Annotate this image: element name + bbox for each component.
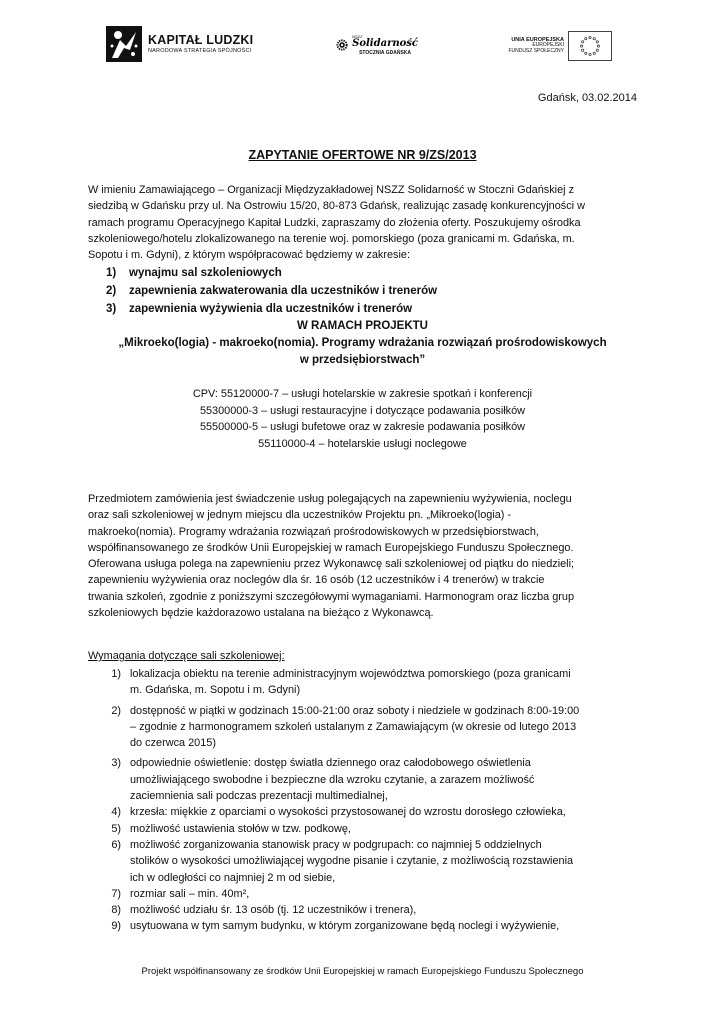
kapital-ludzki-logo [106,24,256,64]
eu-line2: EUROPEJSKI [532,42,564,49]
project-label: W RAMACH PROJEKTU [297,320,428,332]
subject-line: zapewnieniu wyżywienia oraz noclegów dla śr. 16 osób (12 uczestników i 4 trenerów) w trakcie [88,574,545,587]
subject-paragraph [88,491,637,621]
solidarnosc-nszz-label: NSZZ [352,33,363,39]
kapital-ludzki-subtitle: NARODOWA STRATEGIA SPÓJNOŚCI [148,47,252,54]
gear-icon [336,32,348,58]
scope-item: 1) wynajmu sal szkoleniowych [106,267,282,279]
document-date: Gdańsk, 03.02.2014 [537,92,637,104]
scope-item: 2) zapewnienia zakwaterowania dla uczestników i trenerów [106,285,438,297]
kapital-ludzki-title: KAPITAŁ LUDZKI [148,32,254,47]
intro-line: Sopotu i m. Gdyni), z którym współpracować będziemy w zakresie: [88,249,410,262]
cpv-codes [0,386,725,452]
project-name [0,335,725,369]
intro-paragraph [88,182,637,263]
eu-line3: FUNDUSZ SPOŁECZNY [508,48,564,55]
intro-line: siedzibą w Gdańsku przy ul. Na Ostrowiu 15/20, 80-873 Gdańsk, realizując zasadę konkurencyjności w [88,200,585,213]
intro-line: W imieniu Zamawiającego – Organizacji Międzyzakładowej NSZZ Solidarność w Stoczni Gdańskiej z [88,184,575,196]
cpv-line: 55500000-5 – usługi bufetowe oraz w zakresie podawania posiłków [199,421,526,434]
cpv-line: 55300000-3 – usługi restauracyjne i dotyczące podawania posiłków [199,404,526,417]
scope-list [106,264,437,318]
intro-line: szkoleniowego/hotelu zlokalizowanego na terenie woj. pomorskiego (poza granicami m. Gdańska, m. [88,232,575,245]
cpv-line: CPV: 55120000-7 – usługi hotelarskie w zakresie spotkań i konferencji [192,388,533,400]
subject-line: makroeko(nomia). Programy wdrażania rozwiązań prośrodowiskowych w przedsiębiorstwach, [88,525,539,538]
subject-line: współfinansowanego ze środków Unii Europejskiej w ramach Europejskiego Funduszu Społecznego. [88,541,574,554]
requirement-item: 3) odpowiednie oświetlenie: dostęp światła dziennego oraz całodobowego oświetlenia umożliwiającego swobodne i bezpieczne dla wzroku czytanie, a zarazem możliwość zaciemnienia sali podczas prezentacji multimedialnej, [111,757,535,803]
document-title: ZAPYTANIE OFERTOWE NR 9/ZS/2013 [248,148,477,162]
requirement-item: 6) możliwość zorganizowania stanowisk pracy w podgrupach: co najmniej 5 oddzielnych stolików o wysokości umożliwiającej wygodne pisanie i czytanie, z możliwością rozstawienia ich w odległości co najmniej 2 m od siebie, [111,838,574,884]
requirement-item: 5) możliwość ustawienia stołów w tzw. podkowę, [111,822,351,835]
eu-flag-icon [568,31,612,61]
requirement-item: 8) możliwość udziału śr. 13 osób (tj. 12 uczestników i trenera), [111,904,417,917]
requirement-item: 9) usytuowana w tym samym budynku, w którym zorganizowane będą noclegi i wyżywienie, [111,920,560,933]
scope-item: 3) zapewnienia wyżywienia dla uczestników i trenerów [106,303,413,315]
subject-line: Oferowana usługa polega na zapewnieniu przez Wykonawcę sali szkoleniowej od piątku do niedzieli; [88,558,575,571]
requirements-list [88,666,637,935]
requirement-item: 1) lokalizacja obiektu na terenie administracyjnym województwa pomorskiego (poza granicami m. Gdańska, m. Sopotu i m. Gdyni) [111,668,571,697]
cpv-line: 55110000-4 – hotelarskie usługi noclegowe [258,437,467,450]
subject-line: trwania szkoleń, zgodnie z poniższymi szczegółowymi wymaganiami. Harmonogram oraz liczba grup [88,590,575,603]
solidarnosc-name: Solidarność [352,37,418,49]
requirement-item: 2) dostępność w piątki w godzinach 15:00-21:00 oraz soboty i niedziele w godzinach 8:00-19:00 – zgodnie z harmonogramem szkoleń ustalanym z Zamawiającym (w okresie od lutego 2013 do czerwca 2015) [111,704,580,750]
subject-line: oraz sali szkoleniowej w jednym miejscu dla uczestników Projektu pn. „Mikroeko(logia) - [88,509,512,522]
subject-line: szkoleniowych będzie każdorazowo ustalana na bieżąco z Wykonawcą. [88,607,434,620]
eu-main-label: UNIA EUROPEJSKA [511,37,564,44]
intro-line: ramach programu Operacyjnego Kapitał Ludzki, zapraszamy do złożenia oferty. Poszukujemy ośrodka [88,216,581,229]
project-name-line: „Mikroeko(logia) - makroeko(nomia). Programy wdrażania rozwiązań prośrodowiskowych [118,337,607,349]
solidarnosc-logo [336,26,418,64]
requirements-heading: Wymagania dotyczące sali szkoleniowej: [88,650,285,662]
subject-line: Przedmiotem zamówienia jest świadczenie usług polegających na zapewnieniu wyżywienia, noclegu [88,493,572,505]
requirement-item: 4) krzesła: miękkie z oparciami o wysokości przystosowanej do wzrostu dorosłego człowieka, [111,806,566,819]
eu-logo [504,28,619,64]
page-footer: Projekt współfinansowany ze środków Unii Europejskiej w ramach Europejskiego Funduszu Społecznego [141,966,584,977]
kapital-ludzki-emblem-icon [106,26,142,62]
project-name-line: w przedsiębiorstwach” [299,354,426,366]
requirement-item: 7) rozmiar sali – min. 40m², [111,887,250,900]
solidarnosc-stocznia-label: STOCZNIA GDAŃSKA [359,49,412,56]
